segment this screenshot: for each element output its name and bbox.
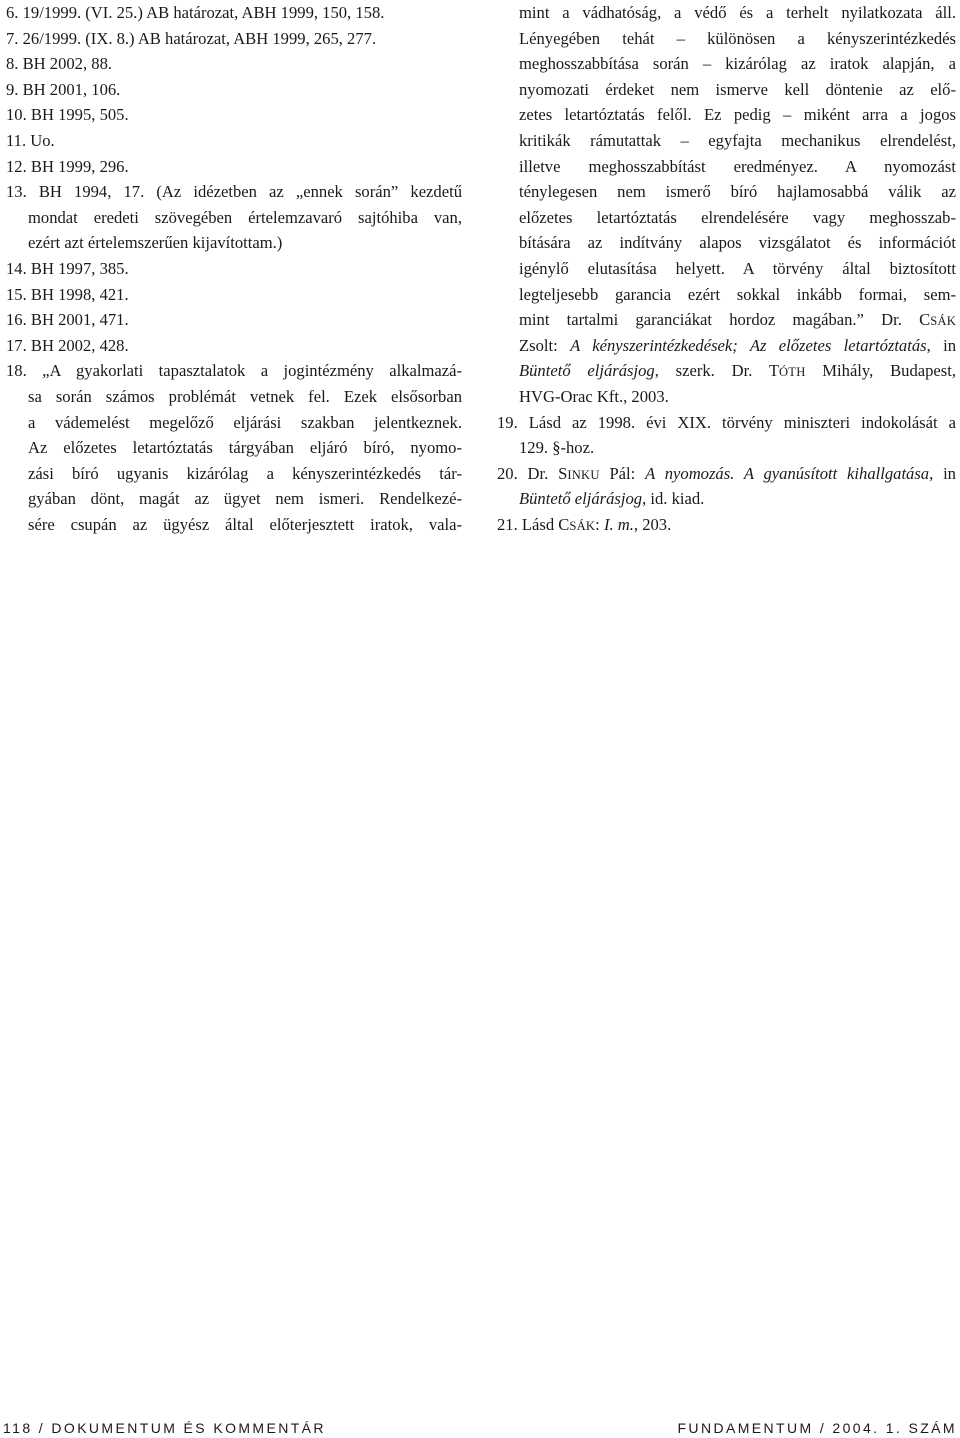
footnote-18-cont: kritikák rámutattak – egyfajta mechanikus elrendelést, <box>519 131 956 150</box>
footnote-7: 7. 26/1999. (IX. 8.) AB határozat, ABH 1999, 265, 277. <box>6 28 377 48</box>
footnote-18-cont: bítására az indítvány alapos vizsgálatot és információt <box>519 233 956 253</box>
footnote-18-cont: HVG-Orac Kft., 2003. <box>519 387 669 406</box>
text-run: 20. Dr. S <box>497 463 568 483</box>
footnote-13: 13. BH 1994, 17. (Az idézetben az „ennek során” kezdetű <box>6 182 462 202</box>
text-run: Mihály, Budapest, <box>805 361 956 381</box>
footnote-10: 10. BH 1995, 505. <box>6 105 129 125</box>
footnote-18-cont: a vádemelést megelőző eljárási szakban jelentkeznek. <box>28 412 462 432</box>
text-run: Pál: <box>599 463 646 483</box>
author-surname-smallcaps: INKU <box>567 467 600 482</box>
footnote-18-cont: zetes letartóztatás felől. Ez pedig – miként arra a jogos <box>519 105 956 125</box>
footnote-21 <box>497 512 956 538</box>
footnote-15: 15. BH 1998, 421. <box>6 284 129 304</box>
text-run: Zsolt: <box>519 335 571 355</box>
text-run: 21. Lásd C <box>497 515 570 534</box>
page-footer-left: 118 / DOKUMENTUM ÉS KOMMENTÁR <box>3 1420 326 1436</box>
footnote-18-cont: Lényegében tehát – különösen a kényszerintézkedés <box>519 28 956 48</box>
footnote-6: 6. 19/1999. (VI. 25.) AB határozat, ABH 1999, 150, 158. <box>6 3 385 22</box>
footnote-18-cont: illetve meghosszabbítást eredményez. A nyomozást <box>519 156 956 176</box>
page-footer-right: FUNDAMENTUM / 2004. 1. SZÁM <box>677 1420 957 1436</box>
ibid-italic: I. m. <box>603 515 634 534</box>
text-run: , in <box>926 335 956 355</box>
author-surname-smallcaps: SÁK <box>930 314 956 329</box>
footnote-19-cont: 129. §-hoz. <box>519 438 595 458</box>
footnote-18-cont: sa során számos problémát vetnek fel. Ezek elsősorban <box>28 387 462 406</box>
footnote-18-cont <box>519 358 956 384</box>
footnote-20 <box>497 461 956 487</box>
footnote-18-cont: sére csupán az ügyész által előterjesztett iratok, vala- <box>28 515 462 534</box>
author-surname-smallcaps: SÁK <box>569 519 596 533</box>
book-title-italic: A nyomozás. A gyanúsított kihallgatása <box>645 463 930 483</box>
footnote-19: 19. Lásd az 1998. évi XIX. törvény miniszteri indokolását a <box>497 412 956 432</box>
footnote-18-cont: mint a vádhatóság, a védő és a terhelt nyilatkozata áll. <box>519 3 956 22</box>
footnote-18-cont: meghosszabbítása során – kizárólag az iratok alapján, a <box>519 54 956 74</box>
text-run: mint tartalmi garanciákat hordoz magában.” Dr. C <box>519 310 931 330</box>
footnote-18-cont: ténylegesen nem ismerő bíró hajlamosabbá válik az <box>519 182 956 202</box>
footnote-13-cont: mondat eredeti szövegében értelemzavaró sajtóhiba van, <box>28 207 462 227</box>
footnote-18-cont: gyában dönt, magát az ügyet nem ismeri. Rendelkezé- <box>28 489 462 509</box>
text-run: , id. kiad. <box>642 489 705 509</box>
footnote-16: 16. BH 2001, 471. <box>6 310 129 330</box>
footnote-8: 8. BH 2002, 88. <box>6 54 113 74</box>
footnote-18-cont: előzetes letartóztatás elrendelésére vagy meghosszab- <box>519 207 956 227</box>
text-run: , in <box>929 463 956 483</box>
footnote-18-cont: zási bíró ugyanis kizárólag a kényszerintézkedés tár- <box>28 463 462 483</box>
footnote-18-cont: Az előzetes letartóztatás tárgyában eljáró bíró, nyomo- <box>28 438 462 458</box>
text-run: : <box>595 515 604 534</box>
footnote-11: 11. Uo. <box>6 131 55 150</box>
footnote-20-cont <box>519 486 956 512</box>
footnote-18-cont <box>519 333 956 359</box>
editor-surname-smallcaps: ÓTH <box>779 365 806 380</box>
text-run: , 203. <box>633 515 672 534</box>
footnote-12: 12. BH 1999, 296. <box>6 156 129 176</box>
footnote-18-cont: nyomozati érdeket nem ismerve kell döntenie az elő- <box>519 79 956 99</box>
text-run: , szerk. Dr. T <box>654 361 779 381</box>
book-title-italic: Büntető eljárásjog <box>519 489 643 509</box>
footnote-18-cont: legteljesebb garancia ezért sokkal inkább formai, sem- <box>519 284 956 304</box>
footnote-14: 14. BH 1997, 385. <box>6 259 129 278</box>
book-title-italic: A kényszerintézkedések; Az előzetes letartóztatás <box>570 335 927 355</box>
book-title-italic: Büntető eljárásjog <box>519 361 655 381</box>
footnote-13-cont: ezért azt értelemszerűen kijavítottam.) <box>28 233 283 253</box>
footnote-18: 18. „A gyakorlati tapasztalatok a jogintézmény alkalmazá- <box>6 361 462 381</box>
footnote-18-cont <box>519 307 956 333</box>
footnote-18-cont: igénylő elutasítása helyett. A törvény által biztosított <box>519 259 956 278</box>
footnote-17: 17. BH 2002, 428. <box>6 335 129 355</box>
footnote-9: 9. BH 2001, 106. <box>6 79 121 99</box>
